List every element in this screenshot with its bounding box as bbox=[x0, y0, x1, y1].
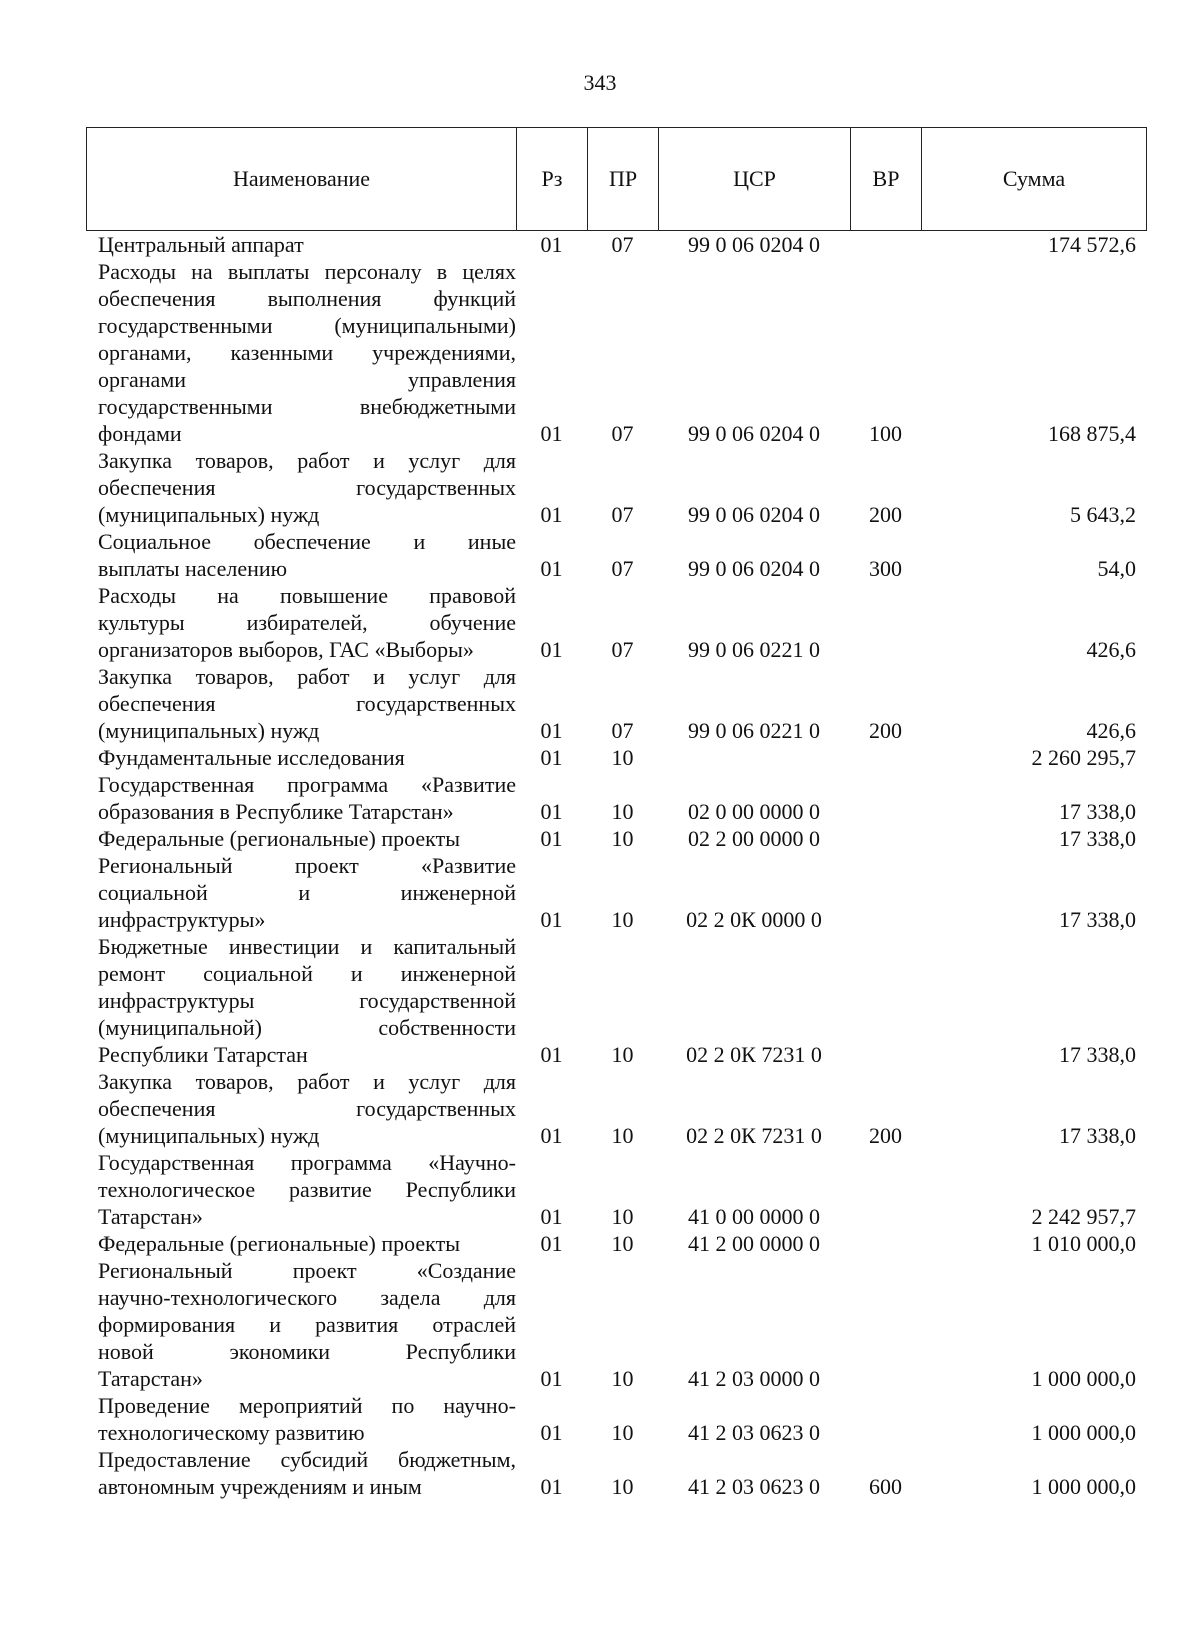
row-sum: 17 338,0 bbox=[1059, 826, 1136, 851]
row-name-line: фондами bbox=[98, 421, 182, 446]
row-pr: 07 bbox=[611, 232, 634, 257]
row-name bbox=[86, 528, 516, 582]
row-name-line: Закупка товаров, работ и услуг для bbox=[98, 448, 516, 473]
row-sum: 17 338,0 bbox=[1059, 907, 1136, 932]
table-row bbox=[86, 771, 1146, 825]
table-row bbox=[86, 528, 1146, 582]
row-name-line: обеспечения государственных bbox=[98, 475, 516, 500]
row-csr: 02 0 00 0000 0 bbox=[688, 799, 820, 824]
row-name-line: социальной и инженерной bbox=[98, 880, 516, 905]
row-name bbox=[86, 933, 516, 1068]
table-row bbox=[86, 1068, 1146, 1149]
row-rz: 01 bbox=[540, 1204, 563, 1229]
row-sum: 1 000 000,0 bbox=[1031, 1366, 1136, 1391]
header-csr: ЦСР bbox=[659, 128, 851, 231]
row-name-line: образования в Республике Татарстан» bbox=[98, 799, 454, 824]
row-name-line: Предоставление субсидий бюджетным, bbox=[98, 1447, 516, 1472]
row-name-line: формирования и развития отраслей bbox=[98, 1312, 516, 1337]
table-row bbox=[86, 663, 1146, 744]
header-pr: ПР bbox=[588, 128, 659, 231]
row-sum: 2 260 295,7 bbox=[1031, 745, 1136, 770]
row-csr: 99 0 06 0204 0 bbox=[688, 421, 820, 446]
row-name-line: выплаты населению bbox=[98, 556, 288, 581]
row-vr: 200 bbox=[869, 502, 902, 527]
table-row bbox=[86, 1230, 1146, 1257]
table-row bbox=[86, 744, 1146, 771]
row-csr: 99 0 06 0204 0 bbox=[688, 556, 820, 581]
row-name-line: Проведение мероприятий по научно- bbox=[98, 1393, 516, 1418]
row-name-line: обеспечения государственных bbox=[98, 691, 516, 716]
row-name-line: автономным учреждениям и иным bbox=[98, 1474, 422, 1499]
row-name-line: Закупка товаров, работ и услуг для bbox=[98, 664, 516, 689]
row-sum: 1 010 000,0 bbox=[1031, 1231, 1136, 1256]
table-row bbox=[86, 933, 1146, 1068]
row-pr: 07 bbox=[611, 421, 634, 446]
row-csr: 02 2 0К 0000 0 bbox=[686, 907, 822, 932]
row-pr: 10 bbox=[611, 1420, 634, 1445]
row-name-line: Татарстан» bbox=[98, 1366, 203, 1391]
header-sum: Сумма bbox=[922, 128, 1147, 231]
row-pr: 10 bbox=[611, 1231, 634, 1256]
header-name: Наименование bbox=[87, 128, 517, 231]
row-name-line: (муниципальных) нужд bbox=[98, 1123, 320, 1148]
row-name-line: Расходы на выплаты персоналу в целях bbox=[98, 259, 516, 284]
row-name bbox=[86, 744, 516, 771]
row-name bbox=[86, 1446, 516, 1500]
row-csr: 41 2 03 0623 0 bbox=[688, 1420, 820, 1445]
row-csr: 02 2 0К 7231 0 bbox=[686, 1042, 822, 1067]
table-row bbox=[86, 1149, 1146, 1230]
row-name bbox=[86, 1230, 516, 1257]
header-vr: ВР bbox=[851, 128, 922, 231]
page-number: 343 bbox=[583, 70, 617, 95]
row-name-line: Федеральные (региональные) проекты bbox=[98, 1231, 460, 1256]
table-row bbox=[86, 447, 1146, 528]
row-name-line: Республики Татарстан bbox=[98, 1042, 308, 1067]
row-rz: 01 bbox=[540, 1420, 563, 1445]
row-name-line: государственными (муниципальными) bbox=[98, 313, 516, 338]
row-name-line: Центральный аппарат bbox=[98, 232, 304, 257]
row-name-line: новой экономики Республики bbox=[98, 1339, 516, 1364]
row-rz: 01 bbox=[540, 232, 563, 257]
row-rz: 01 bbox=[540, 556, 563, 581]
row-rz: 01 bbox=[540, 421, 563, 446]
row-name-line: государственными внебюджетными bbox=[98, 394, 516, 419]
row-name bbox=[86, 825, 516, 852]
row-csr: 99 0 06 0204 0 bbox=[688, 232, 820, 257]
row-rz: 01 bbox=[540, 799, 563, 824]
row-csr: 41 2 00 0000 0 bbox=[688, 1231, 820, 1256]
row-name bbox=[86, 771, 516, 825]
row-sum: 174 572,6 bbox=[1048, 232, 1136, 257]
row-pr: 07 bbox=[611, 502, 634, 527]
row-name-line: Закупка товаров, работ и услуг для bbox=[98, 1069, 516, 1094]
row-sum: 17 338,0 bbox=[1059, 799, 1136, 824]
row-rz: 01 bbox=[540, 907, 563, 932]
table-row bbox=[86, 231, 1146, 258]
row-name-line: Татарстан» bbox=[98, 1204, 203, 1229]
row-csr: 41 2 03 0623 0 bbox=[688, 1474, 820, 1499]
row-name-line: (муниципальных) нужд bbox=[98, 502, 320, 527]
row-rz: 01 bbox=[540, 1123, 563, 1148]
row-name bbox=[86, 852, 516, 933]
row-pr: 10 bbox=[611, 907, 634, 932]
table-row bbox=[86, 825, 1146, 852]
row-name-line: Государственная программа «Научно- bbox=[98, 1150, 516, 1175]
row-name-line: органами, казенными учреждениями, bbox=[98, 340, 516, 365]
row-sum: 1 000 000,0 bbox=[1031, 1420, 1136, 1445]
row-pr: 10 bbox=[611, 1474, 634, 1499]
table-row bbox=[86, 1446, 1146, 1500]
header-rz: Рз bbox=[517, 128, 588, 231]
row-pr: 10 bbox=[611, 1123, 634, 1148]
row-name bbox=[86, 447, 516, 528]
row-sum: 426,6 bbox=[1086, 637, 1136, 662]
row-csr: 41 2 03 0000 0 bbox=[688, 1366, 820, 1391]
row-name bbox=[86, 663, 516, 744]
row-vr: 200 bbox=[869, 718, 902, 743]
row-name bbox=[86, 1068, 516, 1149]
row-vr: 100 bbox=[869, 421, 902, 446]
row-name-line: Социальное обеспечение и иные bbox=[98, 529, 516, 554]
row-sum: 5 643,2 bbox=[1070, 502, 1136, 527]
row-sum: 2 242 957,7 bbox=[1031, 1204, 1136, 1229]
row-name-line: технологическому развитию bbox=[98, 1420, 365, 1445]
row-pr: 10 bbox=[611, 799, 634, 824]
row-pr: 10 bbox=[611, 1204, 634, 1229]
row-name-line: Региональный проект «Создание bbox=[98, 1258, 516, 1283]
row-rz: 01 bbox=[540, 1042, 563, 1067]
row-rz: 01 bbox=[540, 502, 563, 527]
row-csr: 99 0 06 0221 0 bbox=[688, 637, 820, 662]
row-name-line: организаторов выборов, ГАС «Выборы» bbox=[98, 637, 474, 662]
row-name-line: Фундаментальные исследования bbox=[98, 745, 405, 770]
row-rz: 01 bbox=[540, 718, 563, 743]
table-row bbox=[86, 1392, 1146, 1446]
row-name-line: ремонт социальной и инженерной bbox=[98, 961, 516, 986]
row-rz: 01 bbox=[540, 637, 563, 662]
row-name-line: органами управления bbox=[98, 367, 516, 392]
row-rz: 01 bbox=[540, 1231, 563, 1256]
table-row bbox=[86, 1257, 1146, 1392]
row-sum: 168 875,4 bbox=[1048, 421, 1136, 446]
row-name-line: Региональный проект «Развитие bbox=[98, 853, 516, 878]
table-row bbox=[86, 582, 1146, 663]
row-name bbox=[86, 1257, 516, 1392]
row-pr: 10 bbox=[611, 745, 634, 770]
row-name-line: Государственная программа «Развитие bbox=[98, 772, 516, 797]
row-csr: 41 0 00 0000 0 bbox=[688, 1204, 820, 1229]
row-name-line: культуры избирателей, обучение bbox=[98, 610, 516, 635]
row-csr: 99 0 06 0221 0 bbox=[688, 718, 820, 743]
table-header bbox=[86, 127, 1147, 231]
row-name bbox=[86, 258, 516, 447]
row-pr: 07 bbox=[611, 718, 634, 743]
table-row bbox=[86, 258, 1146, 447]
row-vr: 600 bbox=[869, 1474, 902, 1499]
row-csr: 02 2 00 0000 0 bbox=[688, 826, 820, 851]
row-sum: 17 338,0 bbox=[1059, 1123, 1136, 1148]
row-name bbox=[86, 231, 516, 258]
table-body bbox=[86, 231, 1146, 1500]
row-name bbox=[86, 1149, 516, 1230]
row-pr: 07 bbox=[611, 637, 634, 662]
row-name-line: обеспечения выполнения функций bbox=[98, 286, 516, 311]
row-name bbox=[86, 582, 516, 663]
row-sum: 1 000 000,0 bbox=[1031, 1474, 1136, 1499]
row-vr: 300 bbox=[869, 556, 902, 581]
table-row bbox=[86, 852, 1146, 933]
row-rz: 01 bbox=[540, 1366, 563, 1391]
row-rz: 01 bbox=[540, 745, 563, 770]
row-pr: 10 bbox=[611, 826, 634, 851]
row-name bbox=[86, 1392, 516, 1446]
row-name-line: обеспечения государственных bbox=[98, 1096, 516, 1121]
row-rz: 01 bbox=[540, 826, 563, 851]
row-pr: 10 bbox=[611, 1042, 634, 1067]
row-name-line: инфраструктуры» bbox=[98, 907, 266, 932]
row-name-line: (муниципальной) собственности bbox=[98, 1015, 516, 1040]
row-name-line: (муниципальных) нужд bbox=[98, 718, 320, 743]
row-vr: 200 bbox=[869, 1123, 902, 1148]
row-name-line: технологическое развитие Республики bbox=[98, 1177, 516, 1202]
row-name-line: инфраструктуры государственной bbox=[98, 988, 516, 1013]
row-name-line: Федеральные (региональные) проекты bbox=[98, 826, 460, 851]
row-sum: 17 338,0 bbox=[1059, 1042, 1136, 1067]
row-csr: 02 2 0К 7231 0 bbox=[686, 1123, 822, 1148]
row-name-line: Расходы на повышение правовой bbox=[98, 583, 516, 608]
row-sum: 54,0 bbox=[1097, 556, 1136, 581]
row-sum: 426,6 bbox=[1086, 718, 1136, 743]
row-name-line: научно-технологического задела для bbox=[98, 1285, 516, 1310]
row-name-line: Бюджетные инвестиции и капитальный bbox=[98, 934, 516, 959]
row-pr: 07 bbox=[611, 556, 634, 581]
row-csr: 99 0 06 0204 0 bbox=[688, 502, 820, 527]
row-rz: 01 bbox=[540, 1474, 563, 1499]
row-pr: 10 bbox=[611, 1366, 634, 1391]
